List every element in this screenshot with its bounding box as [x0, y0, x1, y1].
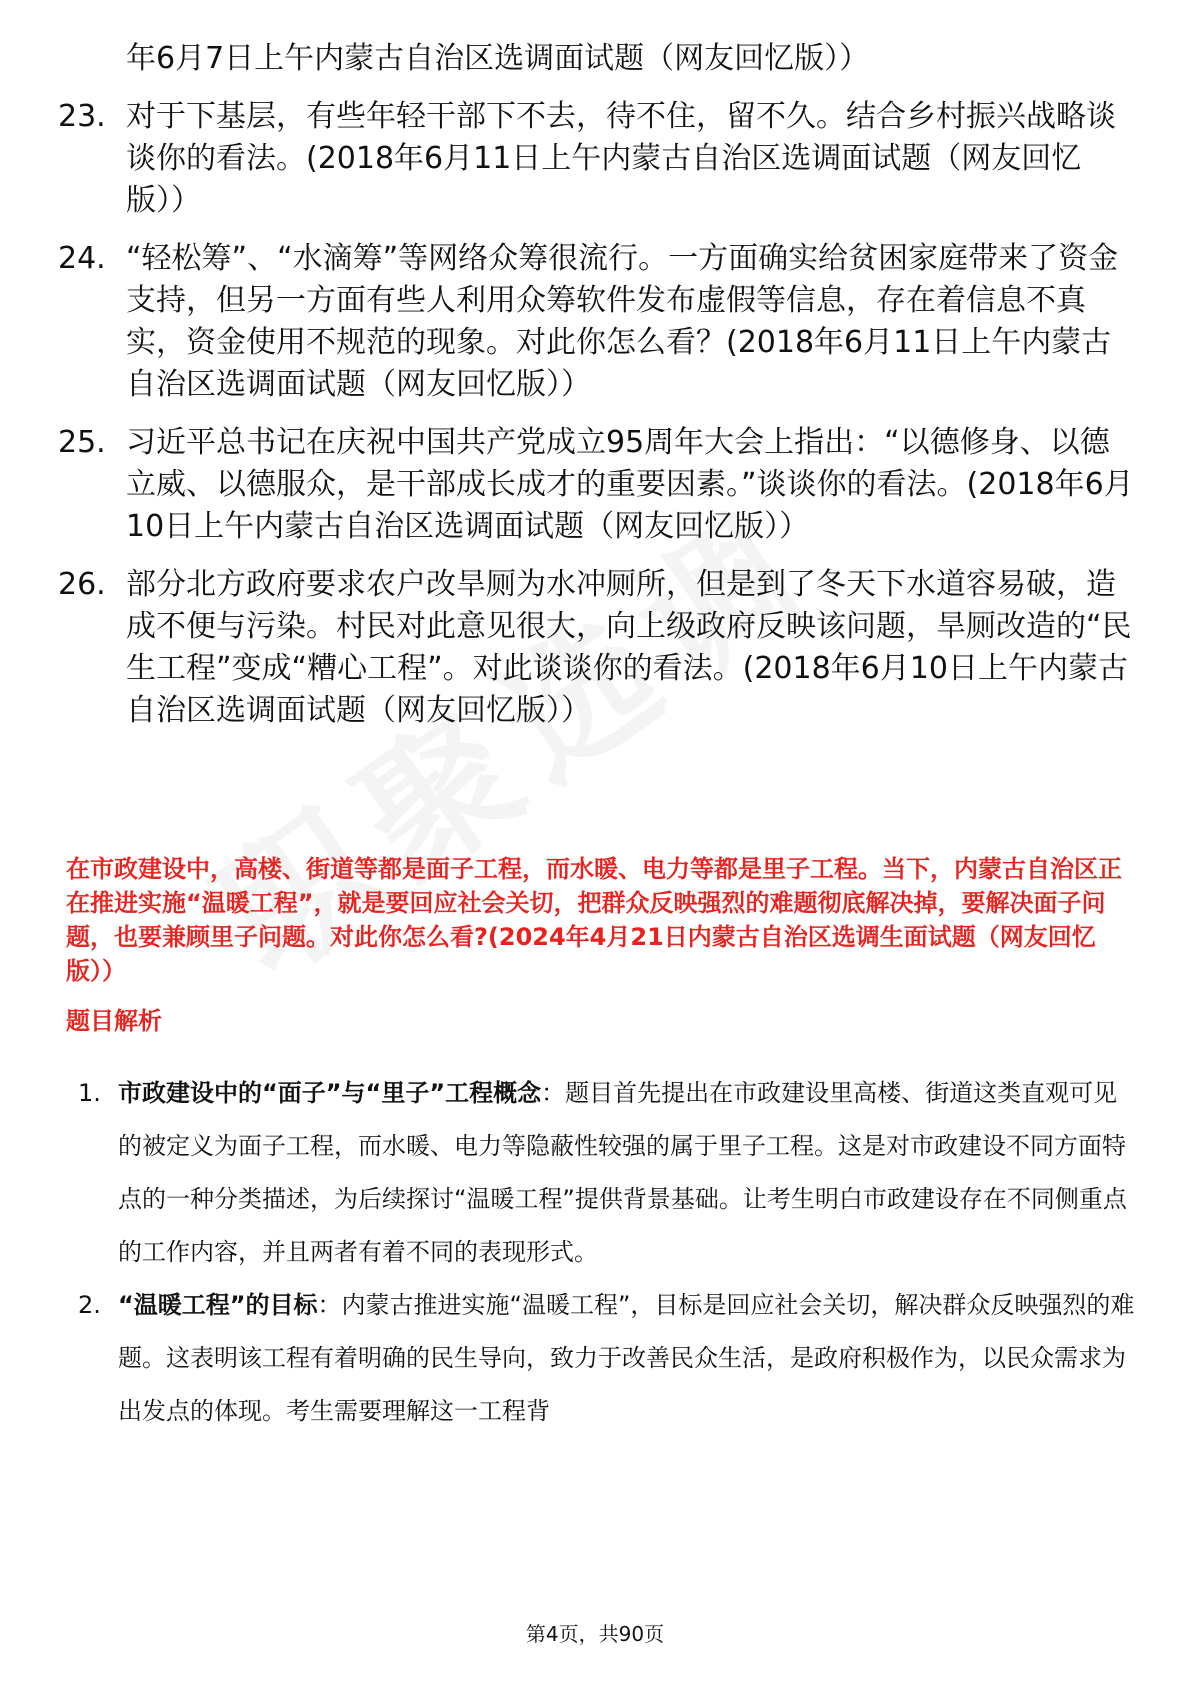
- highlighted-question: 在市政建设中，高楼、街道等都是面子工程，而水暖、电力等都是里子工程。当下，内蒙古自治区正在推进实施“温暖工程”，就是要回应社会关切，把群众反映强烈的难题彻底解决掉，要解决面子问题，也要兼顾里子问题。对此你怎么看?(2024年4月21日内蒙古自治区选调生面试题（网友回忆版））: [66, 855, 1122, 985]
- question-number: 25.: [58, 425, 106, 460]
- analysis-item: [78, 1067, 1136, 1279]
- analysis-text: [118, 1279, 1136, 1438]
- question-text: 习近平总书记在庆祝中国共产党成立95周年大会上指出：“以德修身、以德立威、以德服众，是干部成长成才的重要因素。”谈谈你的看法。(2018年6月10日上午内蒙古自治区选调面试题（网友回忆版））: [126, 425, 1134, 544]
- question-text: 对于下基层，有些年轻干部下不去，待不住，留不久。结合乡村振兴战略谈谈你的看法。(2018年6月11日上午内蒙古自治区选调面试题（网友回忆版））: [126, 99, 1116, 218]
- analysis-heading: 市政建设中的“面子”与“里子”工程概念: [118, 1079, 542, 1107]
- analysis-text: [118, 1067, 1136, 1279]
- analysis-number: 2.: [78, 1291, 101, 1319]
- question-number: 26.: [58, 567, 106, 602]
- question-item: [58, 422, 1138, 548]
- analysis-title: 题目解析: [66, 1007, 162, 1035]
- question-item: [58, 96, 1138, 222]
- analysis-number: 1.: [78, 1079, 101, 1107]
- page-number: 第4页，共90页: [525, 1622, 665, 1646]
- analysis-list: [78, 1067, 1136, 1438]
- question-number: 23.: [58, 99, 106, 134]
- question-list: [58, 38, 1138, 748]
- question-item: [58, 564, 1138, 732]
- question-text: 部分北方政府要求农户改旱厕为水冲厕所，但是到了冬天下水道容易破，造成不便与污染。村民对此意见很大，向上级政府反映该问题，旱厕改造的“民生工程”变成“糟心工程”。对此谈谈你的看法。(2018年6月10日上午内蒙古自治区选调面试题（网友回忆版））: [126, 567, 1132, 728]
- analysis-body: ：内蒙古推进实施“温暖工程”，目标是回应社会关切，解决群众反映强烈的难题。这表明该工程有着明确的民生导向，致力于改善民众生活，是政府积极作为，以民众需求为出发点的体现。考生需要理解这一工程背: [118, 1291, 1135, 1425]
- analysis-item: [78, 1279, 1136, 1438]
- question-22-continuation: 年6月7日上午内蒙古自治区选调面试题（网友回忆版））: [126, 41, 870, 76]
- analysis-heading: “温暖工程”的目标: [118, 1291, 318, 1319]
- question-text: “轻松筹”、“水滴筹”等网络众筹很流行。一方面确实给贫困家庭带来了资金支持，但另一方面有些人利用众筹软件发布虚假等信息，存在着信息不真实，资金使用不规范的现象。对此你怎么看？(2018年6月11日上午内蒙古自治区选调面试题（网友回忆版））: [126, 241, 1119, 402]
- analysis-body: ：题目首先提出在市政建设里高楼、街道这类直观可见的被定义为面子工程，而水暖、电力等隐蔽性较强的属于里子工程。这是对市政建设不同方面特点的一种分类描述，为后续探讨“温暖工程”提供背景基础。让考生明白市政建设存在不同侧重点的工作内容，并且两者有着不同的表现形式。: [118, 1079, 1127, 1266]
- question-item: [58, 238, 1138, 406]
- question-number: 24.: [58, 241, 106, 276]
